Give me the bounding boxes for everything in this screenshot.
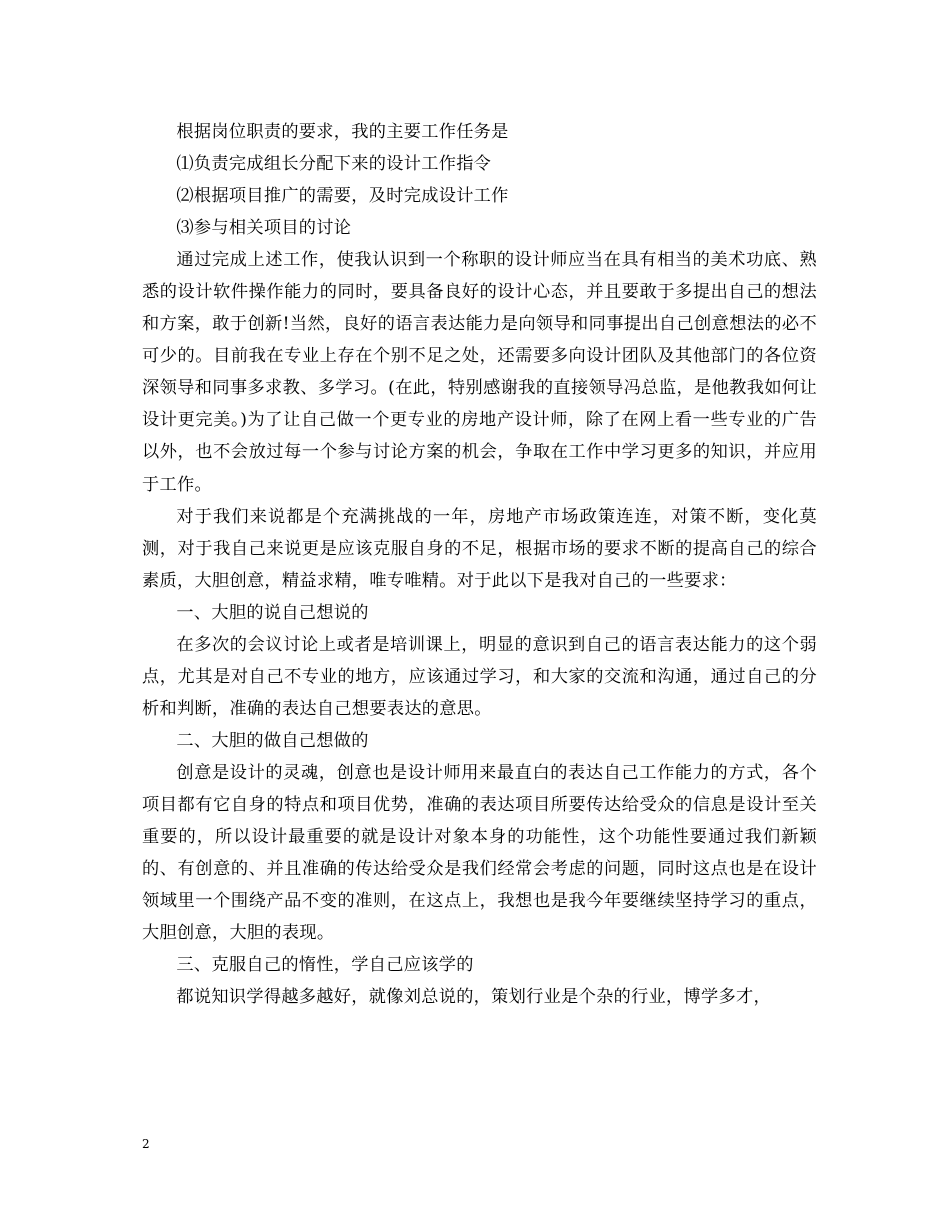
paragraph-section-1: 在多次的会议讨论上或者是培训课上，明显的意识到自己的语言表达能力的这个弱点，尤其是对自己不专业的地方，应该通过学习，和大家的交流和沟通，通过自己的分析和判断，准确的表达自己想要表达的意思。 (142, 634, 817, 719)
section-heading-2: 二、大胆的做自己想做的 (176, 730, 369, 751)
task-item-2: ⑵根据项目推广的需要，及时完成设计工作 (176, 186, 509, 207)
section-heading-1: 一、大胆的说自己想说的 (176, 602, 369, 623)
paragraph-section-2: 创意是设计的灵魂，创意也是设计师用来最直白的表达自己工作能力的方式，各个项目都有它自身的特点和项目优势，准确的表达项目所要传达给受众的信息是设计至关重要的，所以设计最重要的就是设计对象本身的功能性，这个功能性要通过我们新颖的、有创意的、并且准确的传达给受众是我们经常会考虑的问题，同时这点也是在设计领域里一个围绕产品不变的准则，在这点上，我想也是我今年要继续坚持学习的重点，大胆创意，大胆的表现。 (142, 762, 817, 944)
task-item-1: ⑴负责完成组长分配下来的设计工作指令 (176, 154, 492, 175)
paragraph-reflection: 通过完成上述工作，使我认识到一个称职的设计师应当在具有相当的美术功底、熟悉的设计软件操作能力的同时，要具备良好的设计心态，并且要敢于多提出自己的想法和方案，敢于创新!当然，良好的语言表达能力是向领导和同事提出自己创意想法的必不可少的。目前我在专业上存在个别不足之处，还需要多向设计团队及其他部门的各位资深领导和同事多求教、多学习。(在此，特别感谢我的直接领导冯总监，是他教我如何让设计更完美。)为了让自己做一个更专业的房地产设计师，除了在网上看一些专业的广告以外，也不会放过每一个参与讨论方案的机会，争取在工作中学习更多的知识，并应用于工作。 (142, 250, 817, 495)
task-item-3: ⑶参与相关项目的讨论 (176, 218, 352, 239)
page-number: 2 (142, 1137, 150, 1151)
paragraph-intro: 根据岗位职责的要求，我的主要工作任务是 (176, 122, 509, 142)
paragraph-section-3: 都说知识学得越多越好，就像刘总说的，策划行业是个杂的行业，博学多才， (176, 987, 771, 1008)
section-heading-3: 三、克服自己的惰性，学自己应该学的 (176, 955, 474, 976)
paragraph-goals-intro: 对于我们来说都是个充满挑战的一年，房地产市场政策连连，对策不断，变化莫测，对于我自己来说更是应该克服自身的不足，根据市场的要求不断的提高自己的综合素质，大胆创意，精益求精，唯专唯精。对于此以下是我对自己的一些要求： (142, 506, 817, 591)
document-body (142, 116, 817, 1013)
